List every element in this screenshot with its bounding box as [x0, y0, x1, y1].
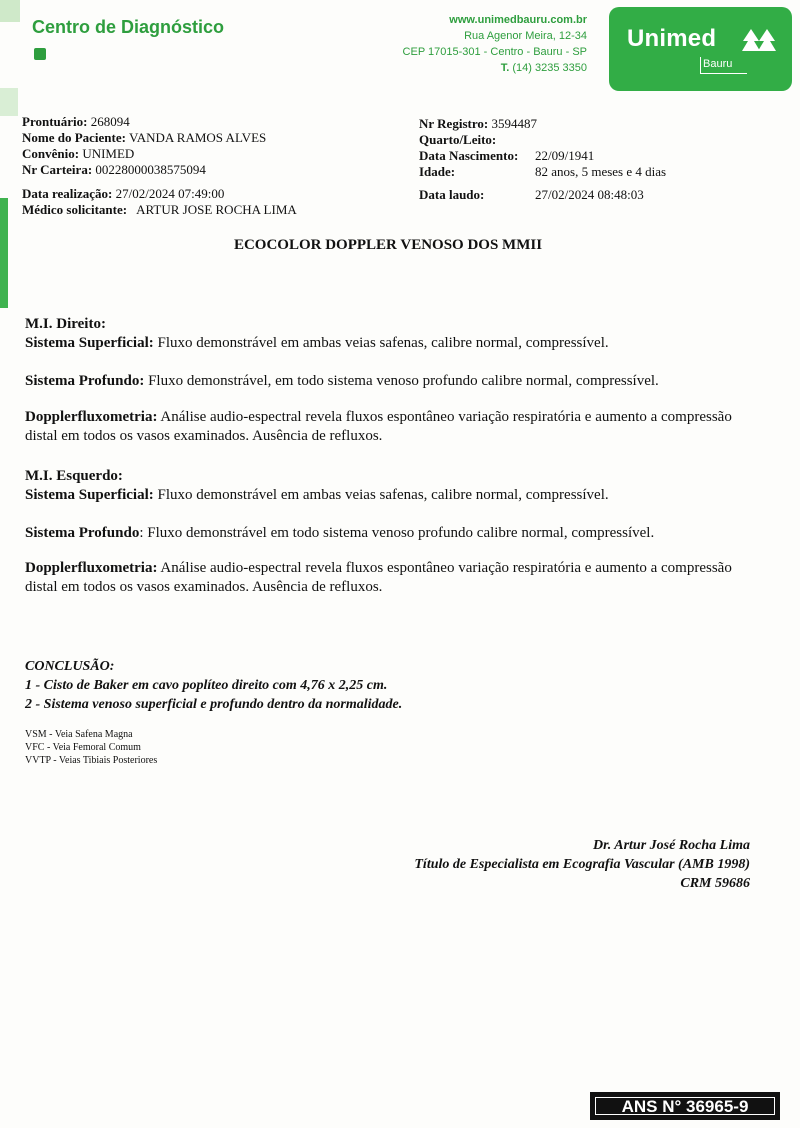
registro-value: 3594487 — [491, 116, 537, 131]
nome-row — [22, 130, 266, 146]
direito-heading: M.I. Direito: — [25, 316, 106, 332]
address-line1: Rua Agenor Meira, 12-34 — [464, 30, 587, 42]
nascimento-row — [419, 148, 666, 164]
convenio-label: Convênio: — [22, 146, 80, 161]
abbreviation-item: VVTP - Veias Tibiais Posteriores — [25, 755, 158, 766]
esquerdo-heading: M.I. Esquerdo: — [25, 468, 123, 484]
exam-title: ECOCOLOR DOPPLER VENOSO DOS MMII — [233, 237, 543, 253]
esquerdo-doppler-text: Análise audio-espectral revela fluxos espontâneo variação respiratória e aumento a compressão distal em todos os vasos examinados. Ausência de refluxos. — [25, 560, 732, 595]
unimed-tree-icon — [741, 27, 777, 55]
brand-title: Centro de Diagnóstico — [32, 17, 225, 37]
registro-label: Nr Registro: — [419, 116, 489, 131]
esquerdo-doppler-label: Dopplerfluxometria: — [25, 560, 158, 576]
carteira-label: Nr Carteira: — [22, 162, 93, 177]
direito-prof-text: Fluxo demonstrável, em todo sistema venoso profundo calibre normal, compressível. — [144, 373, 659, 389]
data-realizacao-label: Data realização: — [22, 186, 113, 201]
direito-sup-label: Sistema Superficial: — [25, 335, 154, 351]
address-line2: CEP 17015-301 - Centro - Bauru - SP — [402, 46, 587, 58]
conclusion-block — [25, 657, 402, 714]
doctor-title: Título de Especialista em Ecografia Vascular (AMB 1998) — [414, 857, 750, 872]
nome-value: VANDA RAMOS ALVES — [128, 130, 267, 145]
abbreviations-list — [25, 728, 157, 767]
direito-doppler-text: Análise audio-espectral revela fluxos espontâneo variação respiratória e aumento a compressão distal em todos os vasos examinados. Ausência de refluxos. — [25, 409, 732, 444]
abbreviation-item: VFC - Veia Femoral Comum — [25, 742, 141, 753]
esquerdo-prof-label: Sistema Profundo — [25, 525, 140, 541]
conclusion-heading: CONCLUSÃO: — [25, 659, 115, 674]
direito-doppler — [25, 408, 745, 446]
conclusion-item-2: 2 - Sistema venoso superficial e profundo dentro da normalidade. — [25, 697, 403, 712]
esquerdo-sup-text: Fluxo demonstrável em ambas veias safenas, calibre normal, compressível. — [153, 487, 609, 503]
data-realizacao-value: 27/02/2024 07:49:00 — [115, 186, 225, 201]
edge-mark-small — [0, 88, 18, 116]
laudo-value: 27/02/2024 08:48:03 — [535, 187, 644, 202]
esquerdo-doppler — [25, 559, 745, 597]
idade-row — [419, 164, 666, 180]
idade-value: 82 anos, 5 meses e 4 dias — [535, 164, 667, 179]
direito-doppler-label: Dopplerfluxometria: — [25, 409, 158, 425]
medico-value: ARTUR JOSE ROCHA LIMA — [136, 202, 297, 217]
esquerdo-profundo — [25, 524, 745, 543]
nome-label: Nome do Paciente: — [22, 130, 126, 145]
logo-name: Unimed — [627, 25, 717, 52]
esquerdo-sup-label: Sistema Superficial: — [25, 487, 154, 503]
laudo-info — [419, 187, 644, 203]
medico-row — [22, 202, 297, 218]
carteira-row — [22, 162, 266, 178]
data-realizacao-row — [22, 186, 297, 202]
edge-mark-top — [0, 0, 20, 22]
prontuario-label: Prontuário: — [22, 114, 88, 129]
esquerdo-section — [25, 467, 745, 597]
direito-profundo — [25, 372, 745, 391]
ans-badge — [590, 1092, 780, 1120]
prontuario-row — [22, 114, 266, 130]
esquerdo-superficial — [25, 486, 745, 505]
quarto-row — [419, 132, 666, 148]
direito-prof-label: Sistema Profundo: — [25, 373, 145, 389]
website-link[interactable]: www.unimedbauru.com.br — [449, 14, 587, 26]
carteira-value: 00228000038575094 — [95, 162, 206, 177]
esquerdo-prof-text: : Fluxo demonstrável em todo sistema venoso profundo calibre normal, compressível. — [139, 525, 655, 541]
doctor-name: Dr. Artur José Rocha Lima — [592, 838, 750, 853]
patient-info-left — [22, 114, 266, 178]
direito-sup-text: Fluxo demonstrável em ambas veias safenas, calibre normal, compressível. — [153, 335, 609, 351]
convenio-value: UNIMED — [82, 146, 135, 161]
laudo-label: Data laudo: — [419, 187, 485, 202]
abbreviation-item: VSM - Veia Safena Magna — [25, 729, 133, 740]
phone-number: (14) 3235 3350 — [512, 62, 587, 74]
exam-info-left — [22, 186, 297, 218]
medico-label: Médico solicitante: — [22, 202, 128, 217]
prontuario-value: 268094 — [90, 114, 130, 129]
direito-section — [25, 315, 745, 446]
brand-square-icon — [34, 48, 46, 60]
conclusion-item-1: 1 - Cisto de Baker em cavo poplíteo direito com 4,76 x 2,25 cm. — [25, 678, 388, 693]
nascimento-value: 22/09/1941 — [535, 148, 595, 163]
convenio-row — [22, 146, 266, 162]
quarto-label: Quarto/Leito: — [419, 132, 497, 147]
direito-superficial — [25, 334, 745, 353]
logo-city: Bauru — [703, 58, 733, 70]
contact-block — [403, 12, 587, 76]
signature-block — [414, 836, 750, 893]
unimed-logo — [609, 7, 792, 91]
phone-line — [403, 60, 587, 76]
patient-info-right — [419, 116, 666, 180]
idade-label: Idade: — [419, 164, 456, 179]
nascimento-label: Data Nascimento: — [419, 148, 519, 163]
ans-number: ANS N° 36965-9 — [595, 1097, 775, 1115]
registro-row — [419, 116, 666, 132]
phone-prefix: T. — [500, 62, 510, 74]
doctor-crm: CRM 59686 — [680, 876, 750, 891]
